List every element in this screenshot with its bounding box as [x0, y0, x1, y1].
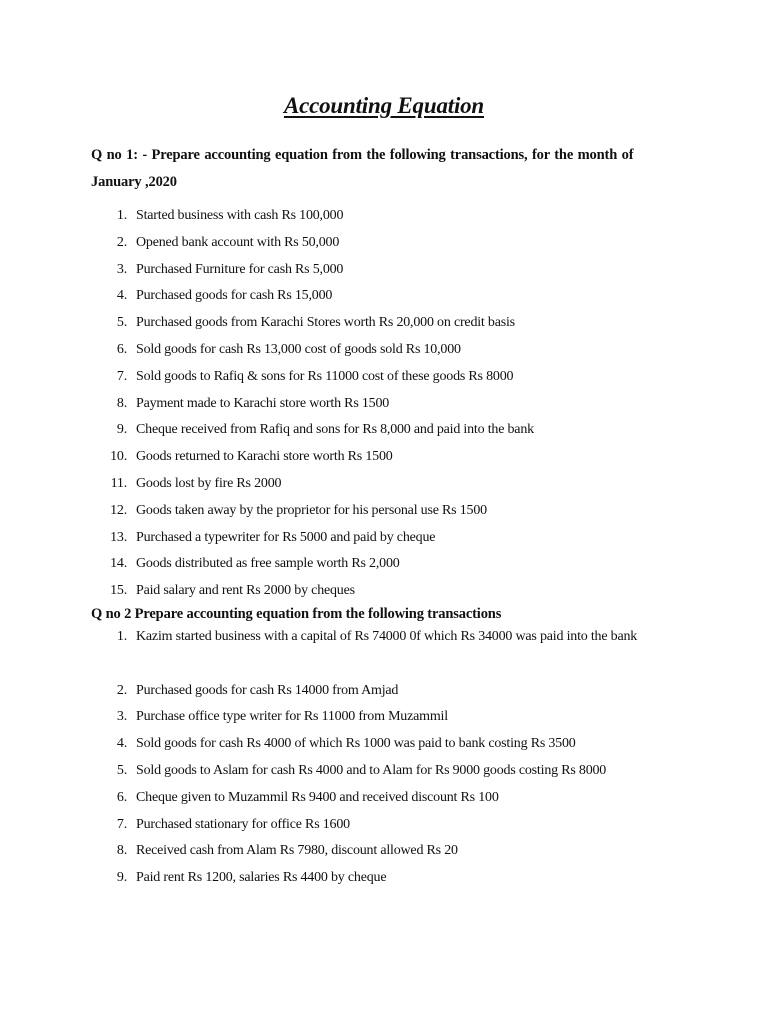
list-item: [91, 364, 711, 391]
item-number: 6.: [116, 341, 127, 357]
list-item: [91, 838, 711, 865]
list-item: [91, 758, 711, 785]
list-item: [91, 678, 711, 705]
question-1-heading-line-2: January ,2020: [91, 174, 177, 190]
list-item: [91, 230, 711, 257]
page-title: Accounting Equation: [283, 93, 485, 118]
item-text: Goods taken away by the proprietor for his personal use Rs 1500: [136, 502, 487, 518]
item-number: 7.: [116, 368, 127, 384]
question-2-transaction-list: [91, 624, 711, 892]
item-text: Purchased a typewriter for Rs 5000 and paid by cheque: [136, 529, 436, 545]
item-number: 12.: [110, 502, 127, 518]
item-text: Paid rent Rs 1200, salaries Rs 4400 by cheque: [136, 870, 387, 886]
item-text: Cheque given to Muzammil Rs 9400 and received discount Rs 100: [136, 789, 499, 805]
item-text: Purchased Furniture for cash Rs 5,000: [136, 261, 344, 277]
item-number: 9.: [116, 870, 127, 886]
item-number: 5.: [116, 762, 127, 778]
question-2-heading: Q no 2 Prepare accounting equation from the following transactions: [91, 606, 502, 622]
item-text: Sold goods to Aslam for cash Rs 4000 and to Alam for Rs 9000 goods costing Rs 8000: [136, 762, 607, 778]
item-number: 1.: [116, 629, 127, 644]
list-item: [91, 444, 711, 471]
item-text: Received cash from Alam Rs 7980, discount allowed Rs 20: [136, 843, 458, 859]
item-text: Payment made to Karachi store worth Rs 1500: [136, 395, 390, 411]
item-text: Sold goods for cash Rs 13,000 cost of goods sold Rs 10,000: [136, 341, 461, 357]
item-text: Purchased goods for cash Rs 14000 from Amjad: [136, 682, 399, 698]
item-text: Purchased goods for cash Rs 15,000: [136, 288, 333, 304]
item-text: Purchase office type writer for Rs 11000 from Muzammil: [136, 709, 448, 725]
list-item: [91, 257, 711, 284]
item-number: 1.: [116, 208, 127, 223]
item-text: Cheque received from Rafiq and sons for Rs 8,000 and paid into the bank: [136, 422, 534, 438]
item-text: Goods lost by fire Rs 2000: [136, 475, 282, 491]
list-item: [91, 785, 711, 812]
list-item: [91, 812, 711, 839]
item-number: 8.: [116, 395, 127, 411]
item-number: 6.: [116, 789, 127, 805]
item-number: 3.: [116, 261, 127, 277]
item-number: 14.: [110, 556, 127, 572]
item-text: Kazim started business with a capital of Rs 74000 0f which Rs 34000 was paid into the bank: [136, 629, 638, 644]
list-item: [91, 551, 711, 578]
item-number: 4.: [116, 736, 127, 752]
list-item: [91, 578, 711, 605]
list-item: [91, 391, 711, 418]
list-item: [91, 731, 711, 758]
list-item: [91, 203, 711, 230]
question-1-heading: [91, 142, 691, 196]
item-number: 8.: [116, 843, 127, 859]
list-item: [91, 337, 711, 364]
list-item: [91, 498, 711, 525]
item-number: 11.: [110, 475, 127, 491]
list-item: [91, 283, 711, 310]
item-text: Goods returned to Karachi store worth Rs 1500: [136, 449, 393, 465]
item-number: 5.: [116, 315, 127, 331]
item-text: Purchased goods from Karachi Stores worth Rs 20,000 on credit basis: [136, 315, 515, 331]
item-number: 3.: [116, 709, 127, 725]
item-text: Goods distributed as free sample worth Rs 2,000: [136, 556, 400, 572]
list-item: [91, 417, 711, 444]
list-item: [91, 704, 711, 731]
list-item: [91, 310, 711, 337]
item-number: 13.: [110, 529, 127, 545]
item-number: 2.: [116, 234, 127, 250]
question-1-transaction-list: [91, 203, 711, 605]
list-item: [91, 865, 711, 892]
item-number: 2.: [116, 682, 127, 698]
item-number: 15.: [110, 583, 127, 599]
item-number: 9.: [116, 422, 127, 438]
item-text: Sold goods to Rafiq & sons for Rs 11000 cost of these goods Rs 8000: [136, 368, 514, 384]
item-number: 7.: [116, 816, 127, 832]
list-item: [91, 624, 711, 678]
item-text: Started business with cash Rs 100,000: [136, 208, 344, 223]
item-text: Purchased stationary for office Rs 1600: [136, 816, 350, 832]
item-text: Paid salary and rent Rs 2000 by cheques: [136, 583, 355, 599]
list-item: [91, 525, 711, 552]
question-1-heading-line-1: Q no 1: - Prepare accounting equation from the following transactions, for the month of: [91, 147, 634, 163]
item-text: Opened bank account with Rs 50,000: [136, 234, 340, 250]
item-number: 10.: [110, 449, 127, 465]
item-text: Sold goods for cash Rs 4000 of which Rs 1000 was paid to bank costing Rs 3500: [136, 736, 576, 752]
item-number: 4.: [116, 288, 127, 304]
list-item: [91, 471, 711, 498]
